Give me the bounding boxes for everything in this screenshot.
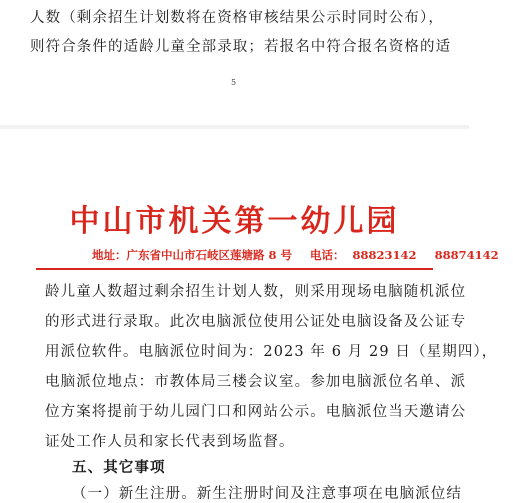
paragraph-line: 电脑派位地点：市教体局三楼会议室。参加电脑派位名单、派 [45, 374, 467, 390]
phone-label: 电话： [310, 248, 345, 262]
paragraph-line: 证处工作人员和家长代表到场监督。 [45, 434, 295, 450]
page-number: 5 [231, 78, 237, 87]
paragraph-line: 的形式进行录取。此次电脑派位使用公证处电脑设备及公证专 [45, 314, 467, 330]
paragraph-line: 位方案将提前于幼儿园门口和网站公示。电脑派位当天邀请公 [45, 404, 467, 420]
paragraph-line: 人数（剩余招生计划数将在资格审核结果公示时同时公布）， [30, 10, 444, 26]
subsection-line: （一）新生注册。新生注册时间及注意事项在电脑派位结 [72, 486, 462, 502]
letterhead-contact [92, 247, 513, 263]
letterhead-rule [36, 268, 433, 270]
phone-number: 88823142 [352, 248, 417, 262]
section-heading: 五、其它事项 [72, 460, 166, 476]
paragraph-line: 龄儿童人数超过剩余招生计划人数，则采用现场电脑随机派位 [45, 284, 467, 300]
paragraph-line: 则符合条件的适龄儿童全部录取；若报名中符合报名资格的适 [30, 39, 452, 55]
phone-number: 88874142 [434, 248, 499, 262]
letterhead-address: 地址：广东省中山市石岐区莲塘路 8 号 [92, 248, 293, 262]
paragraph-line: 用派位软件。电脑派位时间为：2023 年 6 月 29 日（星期四）， [45, 344, 498, 360]
letterhead-title: 中山市机关第一幼儿园 [69, 204, 400, 239]
page-divider [0, 125, 469, 129]
